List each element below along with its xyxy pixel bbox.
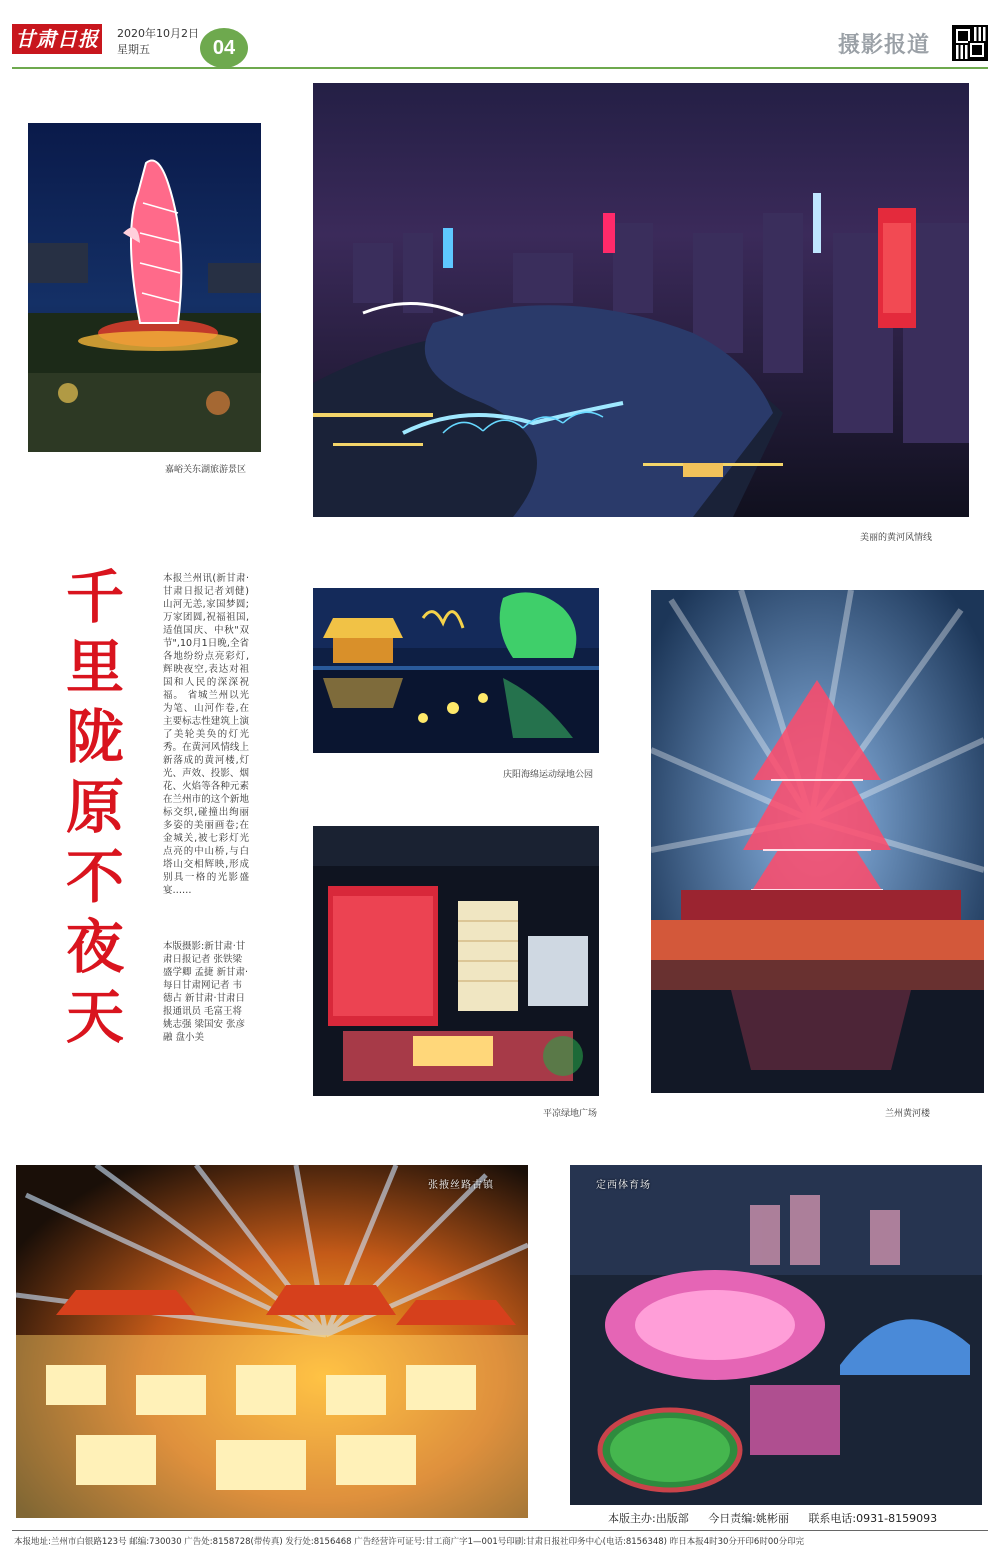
photo-pingliang: [313, 826, 599, 1096]
caption-yellow-river: 美丽的黄河风情线: [860, 533, 933, 543]
footer-phone: 联系电话:0931-8159093: [808, 1512, 938, 1525]
photo-zhangye: [16, 1165, 528, 1518]
caption-pingliang: 平凉绿地广场: [543, 1109, 598, 1119]
photo-dingxi: [570, 1165, 982, 1505]
newspaper-logo: 甘肃日报: [12, 24, 102, 54]
footer-sponsor: 本版主办:出版部: [608, 1512, 689, 1525]
headline: 千里陇原不夜天: [65, 563, 124, 1051]
photo-credits: 本版摄影:新甘肃·甘肃日报记者 张铁梁 盛学卿 孟捷 新甘肃·每日甘肃网记者 韦德占 新甘肃·甘肃日报通讯员 毛富王将 姚志强 梁国安 张彦融 盘小美: [163, 941, 249, 1043]
photo-jiayuguan: [28, 123, 261, 452]
page-number-badge: 04: [200, 28, 248, 68]
qr-code-icon: [952, 25, 988, 61]
footer-address: 本报地址:兰州市白银路123号 邮编:730030 广告处:8158728(带传真) 发行处:8156468 广告经营许可证号:甘工商广字1—001号印刷:甘肃日报社印务中心(电话:8156348) 昨日本报4时30分开印6时00分印完: [14, 1537, 805, 1547]
caption-qingyang: 庆阳海绵运动绿地公园: [503, 770, 594, 780]
issue-date: 2020年10月2日: [117, 27, 199, 40]
label-zhangye: 张掖丝路古镇: [428, 1180, 494, 1191]
footer-editor: 今日责编:姚彬丽: [708, 1512, 789, 1525]
section-title: 摄影报道: [838, 33, 931, 58]
issue-weekday: 星期五: [117, 43, 150, 56]
header-divider: [12, 67, 988, 69]
label-dingxi: 定西体育场: [596, 1180, 651, 1191]
article-body: 本报兰州讯(新甘肃·甘肃日报记者刘健)山河无恙,家国梦圆;万家团圆,祝福祖国,适值国庆、中秋"双节",10月1日晚,全省各地纷纷点亮彩灯,辉映夜空,表达对祖国和人民的深深祝福。 省城兰州以光为笔、山河作卷,在主要标志性建筑上演了美轮美奂的灯光秀。在黄河风情线上新落成的黄河楼,灯光、声效、投影、烟花、火焰等各种元素在兰州市的这个新地标交织,碰撞出绚丽多姿的美丽画卷;在金城关,被七彩灯光点亮的中山桥,与白塔山交相辉映,形成别具一格的光影盛宴……: [163, 573, 249, 896]
footer-divider: [12, 1530, 988, 1531]
photo-lanzhou-tower: [651, 590, 984, 1093]
footer-info: [608, 1510, 953, 1526]
photo-yellow-river: [313, 83, 969, 517]
caption-jiayuguan: 嘉峪关东湖旅游景区: [165, 465, 247, 475]
caption-lanzhou-tower: 兰州黄河楼: [885, 1109, 931, 1119]
photo-qingyang: [313, 588, 599, 753]
